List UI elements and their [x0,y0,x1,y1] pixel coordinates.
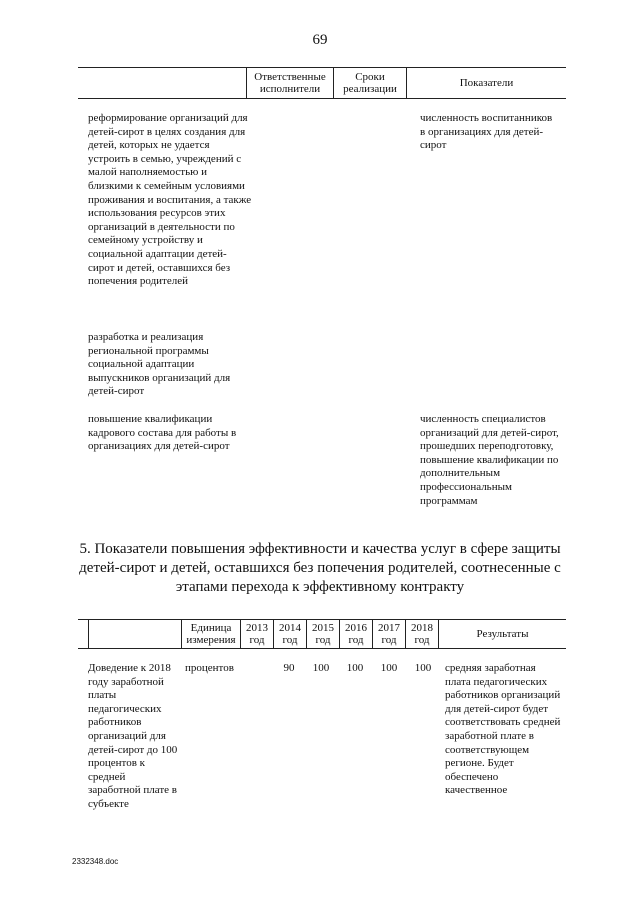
table2-header-indicator [89,620,182,649]
table1-header-empty [78,68,247,99]
page-number: 69 [312,32,328,48]
table1-header-indicators: Показатели [407,68,567,99]
table1-row3-measure: повышение квалификации кадрового состава для работы в организациях для детей-сирот [88,413,237,453]
table2-header-year-2014: 2014 год [274,620,307,649]
table2-header-year-2017: 2017 год [373,620,406,649]
table2-header-year-2015: 2015 год [307,620,340,649]
table1-row2-measure: разработка и реализация региональной программы социальной адаптации выпускников организаций для детей-сирот [88,331,231,398]
table2-row-result: средняя заработная плата педагогических работников организаций для детей-сирот будет соответствовать средней заработной плате в соответствующем регионе. Будет обеспечено качественное [445,662,561,797]
table1-row1-indicator: численность воспитанников в организациях для детей-сирот [420,112,553,152]
footer-filename: 2332348.doc [72,857,119,866]
table2-row-unit: процентов [185,662,234,674]
table2-row-value-2014: 90 [283,662,295,674]
table2-row-value-2016: 100 [346,662,364,674]
table2-row-indicator: Доведение к 2018 году заработной платы педагогических работников организаций для детей-сирот до 100 процентов к средней заработной плате в субъекте [88,662,178,810]
table2-header-blank [78,620,89,649]
table1-row3-indicator: численность специалистов организаций для детей-сирот, прошедших переподготовку, повышение квалификации по дополнительным профессиональным программам [420,413,559,507]
table1-header-deadlines: Сроки реализации [334,68,407,99]
table2-header-year-2016: 2016 год [340,620,373,649]
table1-header-responsible: Ответственные исполнители [247,68,334,99]
table2-header-results: Результаты [439,620,567,649]
section-5-title: 5. Показатели повышения эффективности и качества услуг в сфере защиты детей-сирот и детей, оставшихся без попечения родителей, соотнесенные с этапами перехода к эффективному контракту [79,541,561,595]
table2-header-unit: Единица измерения [182,620,241,649]
table2-header [78,619,566,649]
table1-header [78,67,566,99]
table2-header-year-2018: 2018 год [406,620,439,649]
table2-row-value-2015: 100 [312,662,330,674]
table2-row-value-2017: 100 [380,662,398,674]
table2-header-year-2013: 2013 год [241,620,274,649]
table2-row-value-2018: 100 [414,662,432,674]
table1-row1-measure: реформирование организаций для детей-сирот в целях создания для детей, которых не удается устроить в семью, учреждений с малой наполняемостью и близкими к семейным условиями проживания и воспитания, а также использования ресурсов этих организаций в деятельности по семейному устройству и социальной адаптации детей-сирот и детей, оставшихся без попечения родителей [88,112,252,288]
